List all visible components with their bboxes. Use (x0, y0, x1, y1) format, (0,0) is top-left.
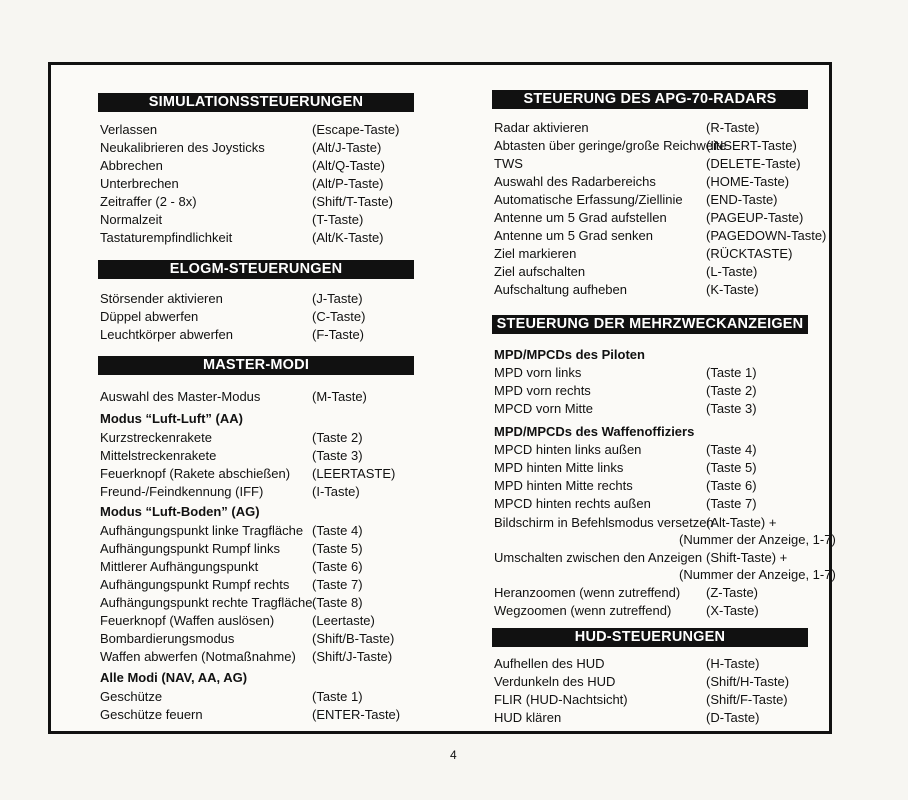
shortcut-label: Abtasten über geringe/große Reichweite (494, 138, 727, 153)
subheading-aa: Modus “Luft-Luft” (AA) (100, 411, 243, 426)
subheading-pilot: MPD/MPCDs des Piloten (494, 347, 645, 362)
shortcut-label: Automatische Erfassung/Ziellinie (494, 192, 683, 207)
shortcut-label: Ziel markieren (494, 246, 577, 261)
shortcut-label: MPD hinten Mitte links (494, 460, 624, 475)
shortcut-label: Unterbrechen (100, 176, 179, 191)
shortcut-key: (Taste 3) (706, 401, 757, 416)
shortcut-key: (Taste 4) (706, 442, 757, 457)
shortcut-label: Bombardierungsmodus (100, 631, 235, 646)
shortcut-key: (PAGEUP-Taste) (706, 210, 804, 225)
shortcut-label: Freund-/Feindkennung (IFF) (100, 484, 264, 499)
shortcut-key: (RÜCKTASTE) (706, 246, 793, 261)
shortcut-key: (Taste 3) (312, 448, 363, 463)
shortcut-label: Antenne um 5 Grad senken (494, 228, 653, 243)
subheading-ag: Modus “Luft-Boden” (AG) (100, 504, 260, 519)
page-number: 4 (450, 748, 457, 762)
shortcut-key: (Taste 2) (706, 383, 757, 398)
section-title-hud: HUD-STEUERUNGEN (492, 628, 808, 647)
shortcut-key: (Taste 5) (312, 541, 363, 556)
shortcut-label: Feuerknopf (Rakete abschießen) (100, 466, 291, 481)
shortcut-label: Störsender aktivieren (100, 291, 223, 306)
section-title-master: MASTER-MODI (98, 356, 414, 375)
shortcut-key: (I-Taste) (312, 484, 360, 499)
shortcut-label: MPD hinten Mitte rechts (494, 478, 633, 493)
shortcut-key: (Alt/Q-Taste) (312, 158, 385, 173)
shortcut-key: (T-Taste) (312, 212, 364, 227)
shortcut-label: Antenne um 5 Grad aufstellen (494, 210, 667, 225)
shortcut-key: (HOME-Taste) (706, 174, 790, 189)
shortcut-label: Verlassen (100, 122, 158, 137)
shortcut-key: (Shift/H-Taste) (706, 674, 790, 689)
shortcut-key: (M-Taste) (312, 389, 367, 404)
shortcut-key: (END-Taste) (706, 192, 778, 207)
section-title-mpd: STEUERUNG DER MEHRZWECKANZEIGEN (492, 315, 808, 334)
section-title-simulation: SIMULATIONSSTEUERUNGEN (98, 93, 414, 112)
shortcut-label: Waffen abwerfen (Notmaßnahme) (100, 649, 296, 664)
shortcut-key: (Alt/K-Taste) (312, 230, 384, 245)
shortcut-key: (Taste 8) (312, 595, 363, 610)
shortcut-key: (Alt-Taste) + (706, 515, 777, 530)
shortcut-key: (LEERTASTE) (312, 466, 396, 481)
shortcut-key: (Taste 7) (706, 496, 757, 511)
shortcut-key: (F-Taste) (312, 327, 364, 342)
shortcut-label: MPCD vorn Mitte (494, 401, 593, 416)
shortcut-label: MPD vorn rechts (494, 383, 591, 398)
section-title-elogm: ELOGM-STEUERUNGEN (98, 260, 414, 279)
shortcut-key: (DELETE-Taste) (706, 156, 801, 171)
shortcut-label: Aufhängungspunkt linke Tragfläche (100, 523, 304, 538)
shortcut-key: (Escape-Taste) (312, 122, 400, 137)
shortcut-label: TWS (494, 156, 523, 171)
shortcut-label: Geschütze feuern (100, 707, 203, 722)
shortcut-label: HUD klären (494, 710, 562, 725)
shortcut-key: (Taste 6) (706, 478, 757, 493)
shortcut-key: (Shift/T-Taste) (312, 194, 393, 209)
shortcut-label: Normalzeit (100, 212, 163, 227)
shortcut-label: Tastaturempfindlichkeit (100, 230, 233, 245)
shortcut-label: Feuerknopf (Waffen auslösen) (100, 613, 275, 628)
subheading-wso: MPD/MPCDs des Waffenoffiziers (494, 424, 695, 439)
shortcut-key: (Leertaste) (312, 613, 375, 628)
shortcut-key: (Shift/J-Taste) (312, 649, 393, 664)
shortcut-key: (Taste 6) (312, 559, 363, 574)
shortcut-key: (R-Taste) (706, 120, 760, 135)
shortcut-key: (D-Taste) (706, 710, 760, 725)
shortcut-label: Auswahl des Master-Modus (100, 389, 261, 404)
shortcut-label: Aufschaltung aufheben (494, 282, 627, 297)
shortcut-label: Aufhängungspunkt rechte Tragfläche (100, 595, 313, 610)
shortcut-key: (Shift-Taste) + (706, 550, 788, 565)
shortcut-label: Düppel abwerfen (100, 309, 199, 324)
shortcut-label: Umschalten zwischen den Anzeigen (494, 550, 703, 565)
shortcut-key: (Taste 1) (312, 689, 363, 704)
shortcut-key: (ENTER-Taste) (312, 707, 401, 722)
shortcut-label: Kurzstreckenrakete (100, 430, 212, 445)
shortcut-label: Bildschirm in Befehlsmodus versetzen (494, 515, 714, 530)
shortcut-label: MPD vorn links (494, 365, 582, 380)
shortcut-label: MPCD hinten rechts außen (494, 496, 651, 511)
shortcut-key: (Taste 7) (312, 577, 363, 592)
shortcut-key: (K-Taste) (706, 282, 759, 297)
shortcut-key: (Shift/F-Taste) (706, 692, 788, 707)
shortcut-key: (L-Taste) (706, 264, 758, 279)
shortcut-label: Radar aktivieren (494, 120, 589, 135)
shortcut-key: (Nummer der Anzeige, 1-7) (679, 567, 836, 582)
shortcut-key: (Z-Taste) (706, 585, 758, 600)
subheading-all: Alle Modi (NAV, AA, AG) (100, 670, 248, 685)
shortcut-label: Verdunkeln des HUD (494, 674, 616, 689)
section-title-radar: STEUERUNG DES APG-70-RADARS (492, 90, 808, 109)
shortcut-label: Aufhängungspunkt Rumpf rechts (100, 577, 290, 592)
shortcut-label: FLIR (HUD-Nachtsicht) (494, 692, 628, 707)
shortcut-label: Abbrechen (100, 158, 163, 173)
shortcut-key: (PAGEDOWN-Taste) (706, 228, 827, 243)
shortcut-label: Mittlerer Aufhängungspunkt (100, 559, 259, 574)
shortcut-label: Geschütze (100, 689, 163, 704)
shortcut-label: Zeitraffer (2 - 8x) (100, 194, 197, 209)
shortcut-label: Aufhängungspunkt Rumpf links (100, 541, 280, 556)
shortcut-key: (H-Taste) (706, 656, 760, 671)
shortcut-key: (Taste 5) (706, 460, 757, 475)
shortcut-label: Wegzoomen (wenn zutreffend) (494, 603, 672, 618)
shortcut-label: Ziel aufschalten (494, 264, 586, 279)
shortcut-label: MPCD hinten links außen (494, 442, 642, 457)
shortcut-label: Mittelstreckenrakete (100, 448, 217, 463)
shortcut-key: (Taste 1) (706, 365, 757, 380)
shortcut-key: (Taste 2) (312, 430, 363, 445)
shortcut-key: (INSERT-Taste) (706, 138, 797, 153)
shortcut-key: (Taste 4) (312, 523, 363, 538)
shortcut-label: Aufhellen des HUD (494, 656, 605, 671)
shortcut-key: (C-Taste) (312, 309, 366, 324)
shortcut-label: Leuchtkörper abwerfen (100, 327, 233, 342)
shortcut-key: (J-Taste) (312, 291, 363, 306)
shortcut-key: (Alt/J-Taste) (312, 140, 382, 155)
shortcut-key: (Shift/B-Taste) (312, 631, 395, 646)
shortcut-key: (X-Taste) (706, 603, 759, 618)
shortcut-key: (Nummer der Anzeige, 1-7) (679, 532, 836, 547)
shortcut-label: Neukalibrieren des Joysticks (100, 140, 265, 155)
shortcut-key: (Alt/P-Taste) (312, 176, 384, 191)
shortcut-label: Auswahl des Radarbereichs (494, 174, 656, 189)
shortcut-label: Heranzoomen (wenn zutreffend) (494, 585, 681, 600)
